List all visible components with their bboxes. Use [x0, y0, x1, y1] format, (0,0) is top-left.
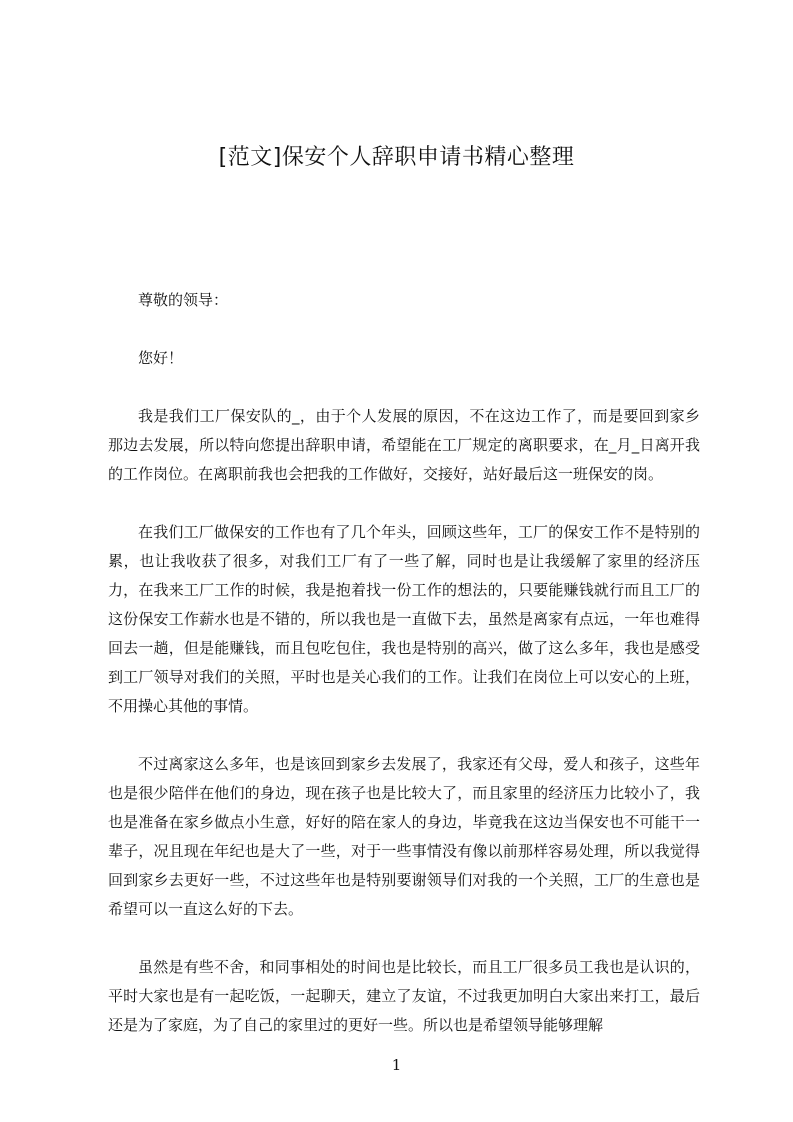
paragraph-2: 在我们工厂做保安的工作也有了几个年头，回顾这些年，工厂的保安工作不是特别的累，也让我收获了很多，对我们工厂有了一些了解，同时也是让我缓解了家里的经济压力，在我来工厂工作的时候，我是抱着找一份工作的想法的，只要能赚钱就行而且工厂的这份保安工作薪水也是不错的，所以我也是一直做下去，虽然是离家有点远，一年也难得回去一趟，但是能赚钱，而且包吃包住，我也是特别的高兴，做了这么多年，我也是感受到工厂领导对我们的关照，平时也是关心我们的工作。让我们在岗位上可以安心的上班，不用操心其他的事情。	[108, 523, 700, 715]
paragraph-1: 我是我们工厂保安队的_，由于个人发展的原因，不在这边工作了，而是要回到家乡那边去发展，所以特向您提出辞职申请，希望能在工厂规定的离职要求，在_月_日离开我的工作岗位。在离职前我也会把我的工作做好，交接好，站好最后这一班保安的岗。	[108, 407, 700, 483]
paragraph-3: 不过离家这么多年，也是该回到家乡去发展了，我家还有父母，爱人和孩子，这些年也是很少陪伴在他们的身边，现在孩子也是比较大了，而且家里的经济压力比较小了，我也是准备在家乡做点小生意，好好的陪在家人的身边，毕竟我在这边当保安也不可能干一辈子，况且现在年纪也是大了一些，对于一些事情没有像以前那样容易处理，所以我觉得回到家乡去更好一些，不过这些年也是特别要谢领导们对我的一个关照，工厂的生意也是希望可以一直这么好的下去。	[108, 755, 700, 918]
paragraph-4: 虽然是有些不舍，和同事相处的时间也是比较长，而且工厂很多员工我也是认识的，平时大家也是有一起吃饭，一起聊天，建立了友谊，不过我更加明白大家出来打工，最后还是为了家庭，为了自己的家里过的更好一些。所以也是希望领导能够理解	[108, 958, 700, 1034]
document-title: [范文]保安个人辞职申请书精心整理	[218, 145, 575, 170]
page-number: 1	[391, 1056, 402, 1074]
document-body	[108, 286, 700, 1069]
greeting: 您好！	[138, 349, 184, 367]
salutation: 尊敬的领导：	[138, 291, 229, 309]
